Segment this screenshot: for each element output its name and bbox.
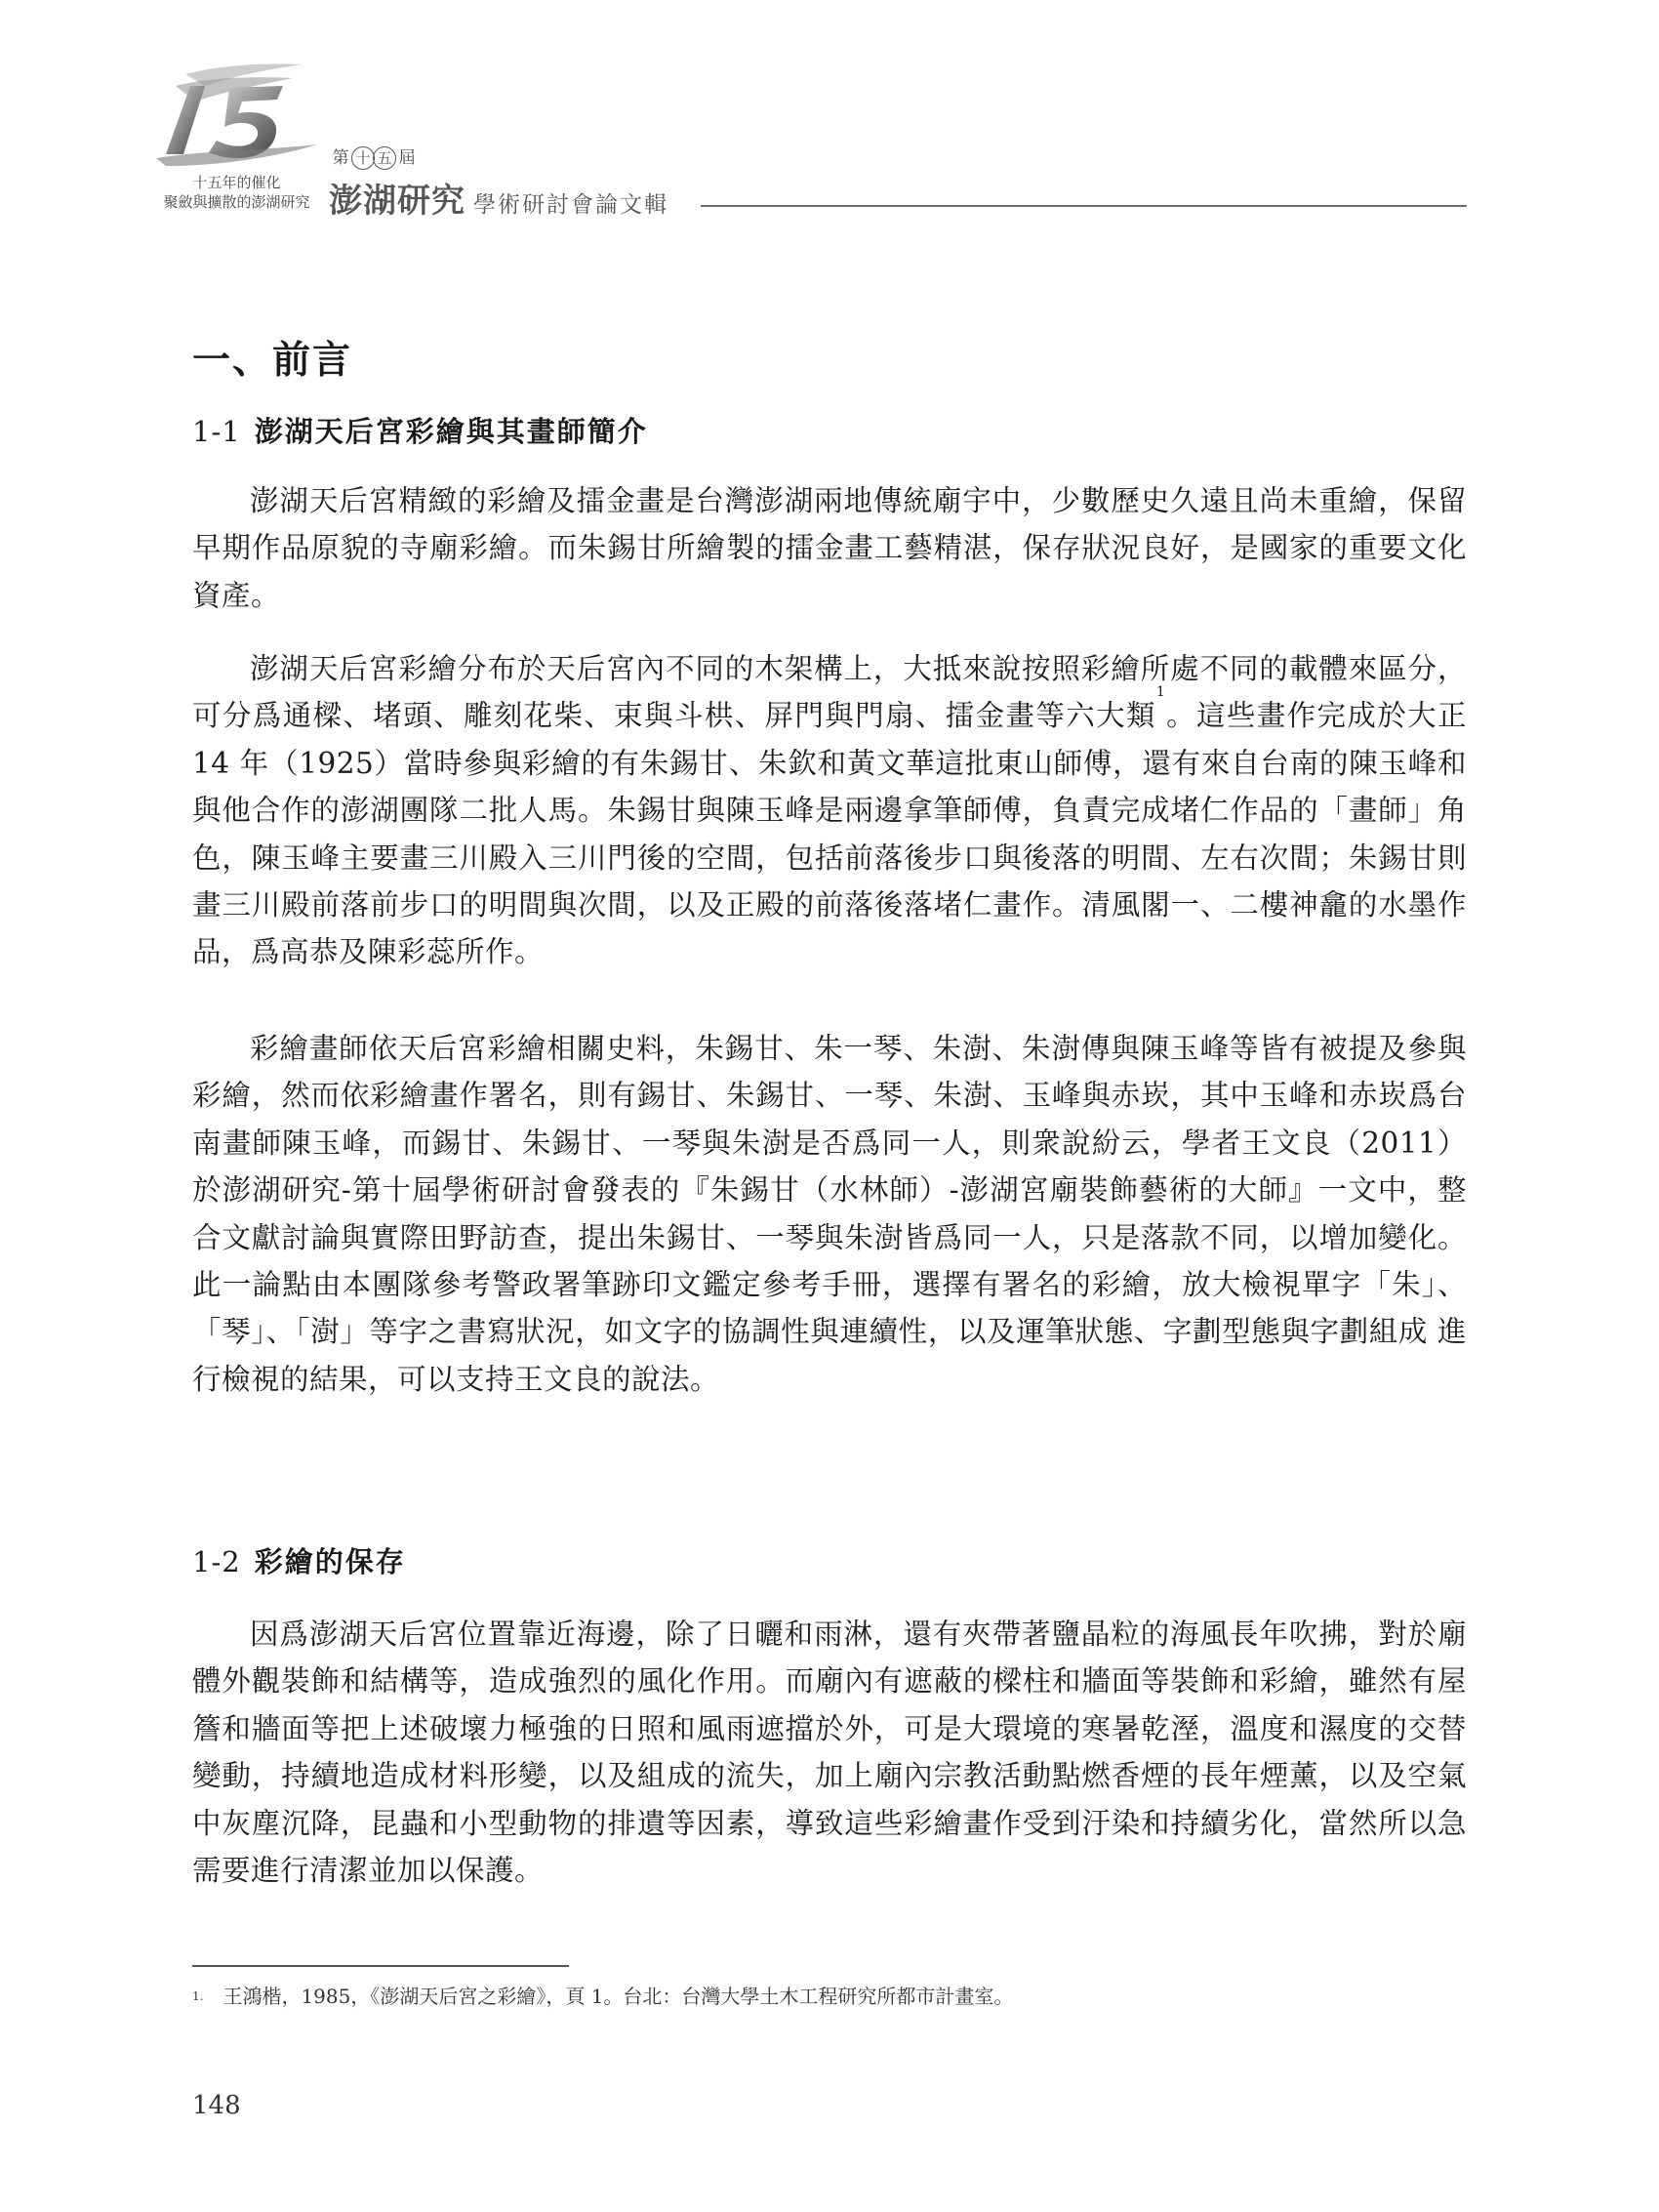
conference-logo <box>146 57 327 223</box>
subsection-title: 彩繪的保存 <box>254 1545 406 1578</box>
header-rule <box>701 205 1467 207</box>
edition-prefix: 第 <box>332 148 349 168</box>
subsection-title: 澎湖天后宮彩繪與其畫師簡介 <box>254 415 648 448</box>
logo-caption-line1: 十五年的催化 <box>192 174 281 191</box>
logo-15-mark <box>146 57 327 174</box>
subsection-heading-1-2 <box>192 1540 406 1580</box>
footnote-rule <box>192 1965 569 1967</box>
paragraph-2-part2: 。這些畫作完成於大正 14 年（1925）當時參與彩繪的有朱錫甘、朱欽和黃文華這批東山師傅，還有來自台南的陳玉峰和與他合作的澎湖團隊二批人馬。朱錫甘與陳玉峰是兩邊拿筆師傅，負責完成堵仁作品的「畫師」角色，陳玉峰主要畫三川殿入三川門後的空間，包括前落後步口與後落的明間、左右次間；朱錫甘則畫三川殿前落前步口的明間與次間，以及正殿的前落後落堵仁畫作。清風閣一、二樓神龕的水墨作品，爲高恭及陳彩蕊所作。 <box>192 699 1467 969</box>
header-title-sub: 學術研討會論文輯 <box>473 192 668 218</box>
paragraph-1: 澎湖天后宮精緻的彩繪及擂金畫是台灣澎湖兩地傳統廟宇中，少數歷史久遠且尚未重繪，保留早期作品原貌的寺廟彩繪。而朱錫甘所繪製的擂金畫工藝精湛，保存狀況良好，是國家的重要文化資產。 <box>192 484 1467 612</box>
edition-number-1: 十 <box>351 146 375 170</box>
footnote <box>192 1982 1467 2011</box>
edition-suffix: 屆 <box>398 148 416 168</box>
header-title-main: 澎湖研究 <box>329 182 465 221</box>
footnote-text: 王鴻楷，1985，《澎湖天后宮之彩繪》，頁 1。台北：台灣大學土木工程研究所都市計畫室。 <box>223 1985 1014 2008</box>
paragraph-4: 因爲澎湖天后宮位置靠近海邊，除了日曬和雨淋，還有夾帶著鹽晶粒的海風長年吹拂，對於廟體外觀裝飾和結構等，造成強烈的風化作用。而廟內有遮蔽的樑柱和牆面等裝飾和彩繪，雖然有屋簷和牆面等把上述破壞力極強的日照和風雨遮擋於外，可是大環境的寒暑乾溼，溫度和濕度的交替變動，持續地造成材料形變，以及組成的流失，加上廟內宗教活動點燃香煙的長年煙薰，以及空氣中灰塵沉降，昆蟲和小型動物的排遺等因素，導致這些彩繪畫作受到汙染和持續劣化，當然所以急需要進行清潔並加以保護。 <box>192 1618 1467 1888</box>
footnote-marker: 1. <box>192 1989 204 2003</box>
section-title: 一、前言 <box>192 338 353 383</box>
logo-caption-line2: 聚斂與擴散的澎湖研究 <box>163 193 310 211</box>
page-number: 148 <box>192 2091 241 2120</box>
footnote-reference: 1 <box>1155 684 1166 701</box>
subsection-number: 1-2 <box>192 1545 241 1578</box>
subsection-number: 1-1 <box>192 415 241 448</box>
edition-number-2: 五 <box>373 146 396 170</box>
running-header <box>329 174 668 222</box>
edition-label <box>329 143 419 174</box>
subsection-heading-1-1 <box>192 410 648 450</box>
paragraph-3: 彩繪畫師依天后宮彩繪相關史料，朱錫甘、朱一琴、朱澍、朱澍傳與陳玉峰等皆有被提及參與彩繪，然而依彩繪畫作署名，則有錫甘、朱錫甘、一琴、朱澍、玉峰與赤崁，其中玉峰和赤崁爲台南畫師陳玉峰，而錫甘、朱錫甘、一琴與朱澍是否爲同一人，則衆說紛云，學者王文良（2011）於澎湖研究-第十屆學術研討會發表的『朱錫甘（水林師）-澎湖宮廟裝飾藝術的大師』一文中，整合文獻討論與實際田野訪查，提出朱錫甘、一琴與朱澍皆爲同一人，只是落款不同，以增加變化。此一論點由本團隊參考警政署筆跡印文鑑定參考手冊，選擇有署名的彩繪，放大檢視單字「朱」、「琴」、「澍」等字之書寫狀況，如文字的協調性與連續性，以及運筆狀態、字劃型態與字劃組成 進行檢視的結果，可以支持王文良的說法。 <box>192 1032 1467 1396</box>
paragraph-2 <box>192 645 1467 976</box>
paragraph-2-part1: 澎湖天后宮彩繪分布於天后宮內不同的木架構上，大抵來說按照彩繪所處不同的載體來區分，可分爲通樑、堵頭、雕刻花柴、束與斗栱、屏門與門扇、擂金畫等六大類 <box>192 652 1467 733</box>
